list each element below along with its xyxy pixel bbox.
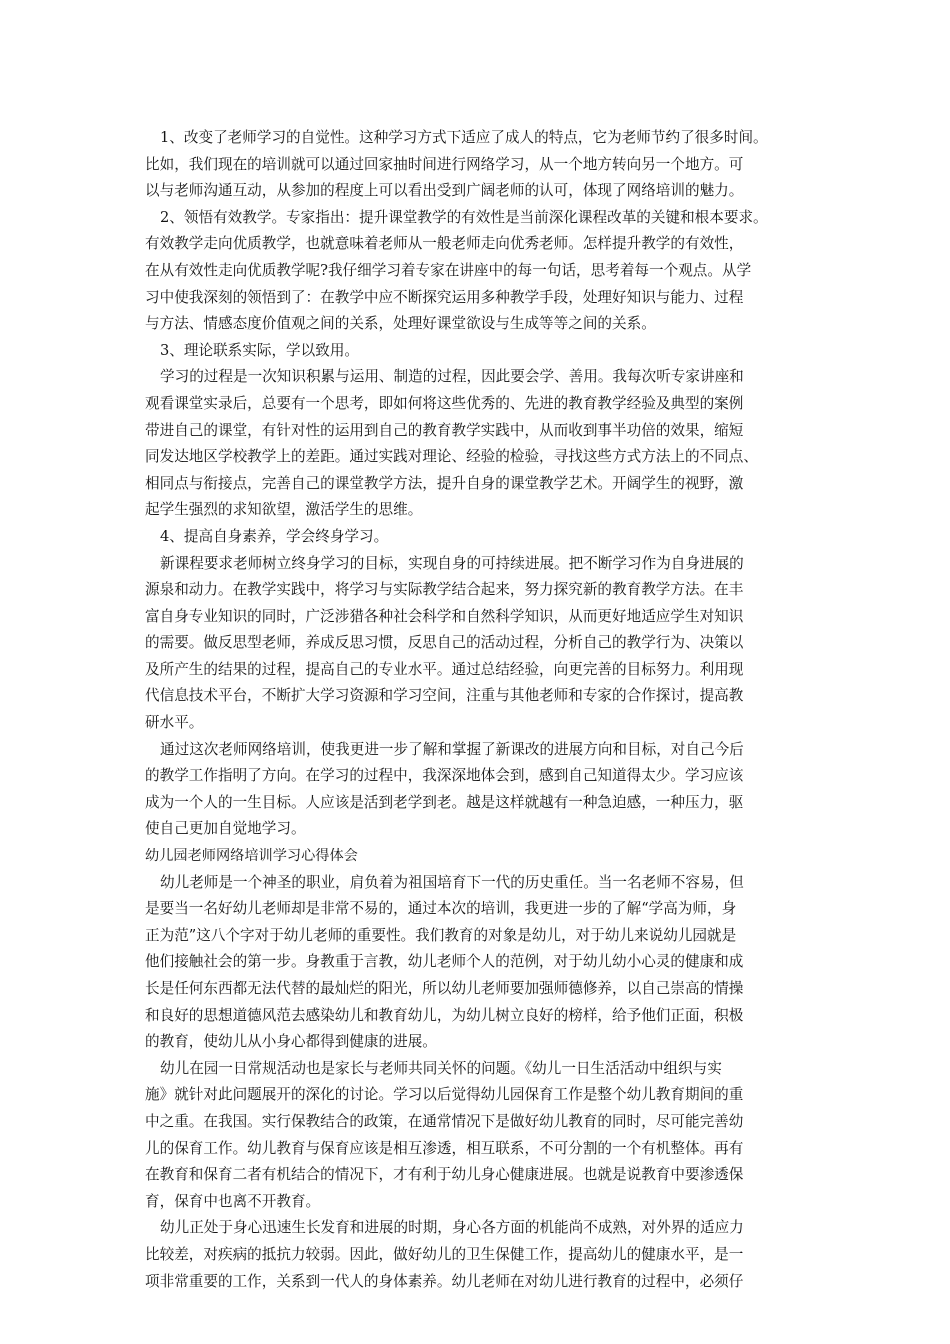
text-line: 观看课堂实录后，总要有一个思考，即如何将这些优秀的、先进的教育教学经验及典型的案例: [145, 394, 744, 412]
text-line: 1、改变了老师学习的自觉性。这种学习方式下适应了成人的特点，它为老师节约了很多时间。: [160, 129, 768, 146]
text-line: 成为一个人的一生目标。人应该是活到老学到老。越是这样就越有一种急迫感，一种压力，驱: [145, 793, 744, 811]
text-line: 中之重。在我国。实行保教结合的政策，在通常情况下是做好幼儿教育的同时，尽可能完善幼: [145, 1112, 744, 1130]
text-line: 有效教学走向优质教学，也就意味着老师从一般老师走向优秀老师。怎样提升教学的有效性，: [145, 235, 744, 253]
text-line: 的教学工作指明了方向。在学习的过程中，我深深地体会到，感到自己知道得太少。学习应该: [145, 767, 744, 785]
text-line: 带进自己的课堂，有针对性的运用到自己的教育教学实践中，从而收到事半功倍的效果，缩短: [145, 421, 744, 439]
text-line: 代信息技术平台，不断扩大学习资源和学习空间，注重与其他老师和专家的合作探讨，提高教: [145, 687, 744, 705]
text-line: 幼儿正处于身心迅速生长发育和进展的时期，身心各方面的机能尚不成熟，对外界的适应力: [160, 1219, 744, 1237]
text-line: 比如，我们现在的培训就可以通过回家抽时间进行网络学习，从一个地方转向另一个地方。可: [145, 155, 744, 173]
text-line: 富自身专业知识的同时，广泛涉猎各种社会科学和自然科学知识，从而更好地适应学生对知识: [145, 607, 744, 625]
text-line: 幼儿在园一日常规活动也是家长与老师共同关怀的问题。《幼儿一日生活活动中组织与实: [160, 1059, 722, 1077]
text-line: 起学生强烈的求知欲望，激活学生的思维。: [145, 501, 423, 519]
text-line: 项非常重要的工作，关系到一代人的身体素养。幼儿老师在对幼儿进行教育的过程中，必须仔: [145, 1272, 744, 1290]
text-line: 2、领悟有效教学。专家指出：提升课堂教学的有效性是当前深化课程改革的关键和根本要求。: [160, 208, 768, 226]
text-line: 3、理论联系实际，学以致用。: [160, 341, 360, 359]
text-line: 正为范”这八个字对于幼儿老师的重要性。我们教育的对象是幼儿，对于幼儿来说幼儿园就是: [145, 926, 737, 944]
text-line: 4、提高自身素养，学会终身学习。: [160, 527, 389, 545]
text-line: 通过这次老师网络培训，使我更进一步了解和掌握了新课改的进展方向和目标，对自己今后: [160, 740, 744, 758]
text-line: 施》就针对此问题展开的深化的讨论。学习以后觉得幼儿园保育工作是整个幼儿教育期间的重: [145, 1086, 744, 1104]
section-heading: 幼儿园老师网络培训学习心得体会: [145, 848, 358, 865]
text-line: 幼儿老师是一个神圣的职业，肩负着为祖国培育下一代的历史重任。当一名老师不容易，但: [160, 873, 744, 891]
text-line: 在从有效性走向优质教学呢?我仔细学习着专家在讲座中的每一句话，思考着每一个观点。从学: [145, 261, 752, 279]
text-line: 使自己更加自觉地学习。: [145, 820, 306, 838]
text-line: 的需要。做反思型老师，养成反思习惯，反思自己的活动过程，分析自己的教学行为、决策以: [145, 634, 744, 652]
text-line: 比较差，对疾病的抵抗力较弱。因此，做好幼儿的卫生保健工作，提高幼儿的健康水平，是一: [145, 1245, 744, 1263]
text-line: 学习的过程是一次知识积累与运用、制造的过程，因此要会学、善用。我每次听专家讲座和: [160, 368, 744, 386]
text-line: 的教育，使幼儿从小身心都得到健康的进展。: [145, 1033, 437, 1051]
text-line: 是要当一名好幼儿老师却是非常不易的，通过本次的培训，我更进一步的了解“学高为师，身: [145, 900, 737, 918]
text-line: 长是任何东西都无法代替的最灿烂的阳光，所以幼儿老师要加强师德修养，以自己崇高的情操: [145, 980, 744, 997]
text-line: 研水平。: [145, 714, 204, 732]
document-body: [145, 125, 815, 1295]
text-line: 以与老师沟通互动，从参加的程度上可以看出受到广阔老师的认可，体现了网络培训的魅力。: [145, 182, 744, 200]
text-line: 相同点与衔接点，完善自己的课堂教学方法，提升自身的课堂教学艺术。开阔学生的视野，激: [145, 474, 744, 492]
text-line: 源泉和动力。在教学实践中，将学习与实际教学结合起来，努力探究新的教育教学方法。在丰: [145, 581, 744, 599]
text-line: 新课程要求老师树立终身学习的目标，实现自身的可持续进展。把不断学习作为自身进展的: [160, 554, 744, 572]
text-line: 和良好的思想道德风范去感染幼儿和教育幼儿，为幼儿树立良好的榜样，给予他们正面，积极: [145, 1006, 744, 1024]
text-line: 儿的保育工作。幼儿教育与保育应该是相互渗透，相互联系，不可分割的一个有机整体。再有: [145, 1139, 744, 1157]
text-line: 同发达地区学校教学上的差距。通过实践对理论、经验的检验，寻找这些方式方法上的不同点、: [145, 448, 758, 466]
text-line: 在教育和保育二者有机结合的情况下，才有利于幼儿身心健康进展。也就是说教育中要渗透保: [145, 1166, 744, 1184]
text-line: 育，保育中也离不开教育。: [145, 1192, 321, 1210]
text-line: 习中使我深刻的领悟到了：在教学中应不断探究运用多种教学手段，处理好知识与能力、过程: [145, 288, 744, 306]
text-line: 与方法、情感态度价值观之间的关系，处理好课堂欲设与生成等等之间的关系。: [145, 315, 656, 333]
text-line: 及所产生的结果的过程，提高自己的专业水平。通过总结经验，向更完善的目标努力。利用现: [145, 660, 744, 678]
text-line: 他们接触社会的第一步。身教重于言教，幼儿老师个人的范例，对于幼儿幼小心灵的健康和成: [145, 953, 744, 971]
